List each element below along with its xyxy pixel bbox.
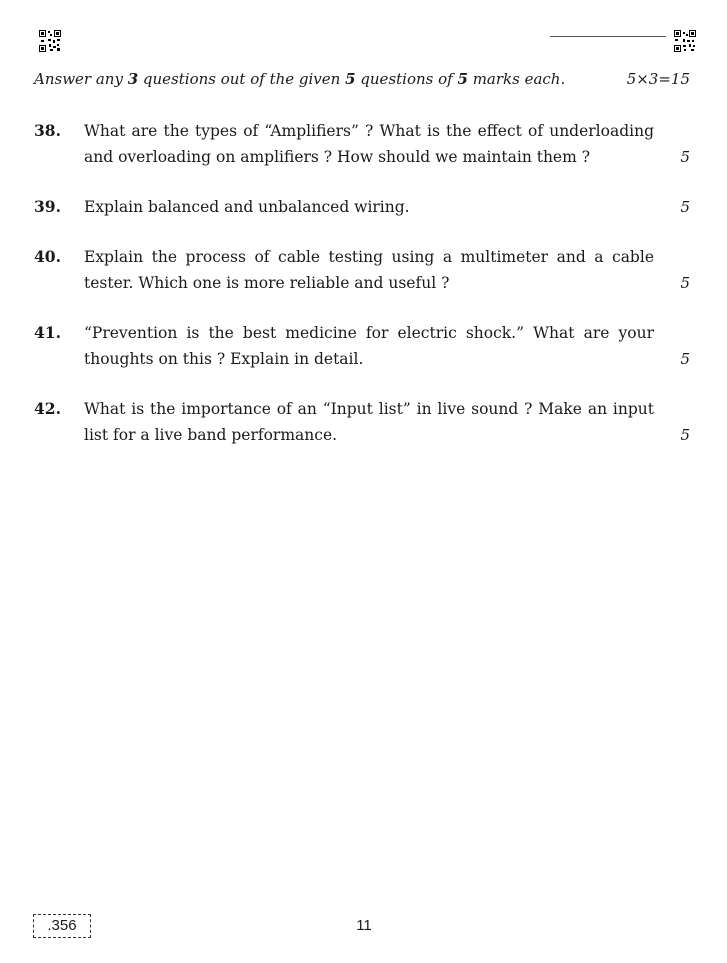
question-number: 39. xyxy=(34,197,61,216)
question-marks: 5 xyxy=(680,274,690,292)
question-marks: 5 xyxy=(680,198,690,216)
paper-code: .356 xyxy=(33,914,91,938)
question-marks: 5 xyxy=(680,350,690,368)
marks-formula: 5×3=15 xyxy=(626,70,690,88)
question-text: What is the importance of an “Input list” in live sound ? Make an input list for a live band performance. xyxy=(84,400,654,444)
question-text: “Prevention is the best medicine for electric shock.” What are your thoughts on this ? Explain in detail. xyxy=(84,324,654,368)
questions-list xyxy=(34,118,690,472)
page-number: 11 xyxy=(356,917,372,934)
qr-code-icon xyxy=(39,30,61,52)
question-number: 40. xyxy=(34,247,61,266)
question-text: Explain balanced and unbalanced wiring. xyxy=(84,198,410,216)
question-number: 41. xyxy=(34,323,61,342)
question-42 xyxy=(34,396,690,448)
question-text: Explain the process of cable testing using a multimeter and a cable tester. Which one is more reliable and useful ? xyxy=(84,248,654,292)
question-40 xyxy=(34,244,690,296)
instructions-text: Answer any 3 questions out of the given 5 questions of 5 marks each. xyxy=(34,70,566,88)
question-marks: 5 xyxy=(680,426,690,444)
question-38 xyxy=(34,118,690,170)
question-marks: 5 xyxy=(680,148,690,166)
question-text: What are the types of “Amplifiers” ? What is the effect of underloading and overloading on amplifiers ? How should we maintain them ? xyxy=(84,122,654,166)
question-39 xyxy=(34,194,690,220)
header-rule xyxy=(550,36,666,37)
question-number: 38. xyxy=(34,121,61,140)
qr-code-icon xyxy=(674,30,696,52)
question-number: 42. xyxy=(34,399,61,418)
question-41 xyxy=(34,320,690,372)
section-instructions xyxy=(34,70,690,88)
